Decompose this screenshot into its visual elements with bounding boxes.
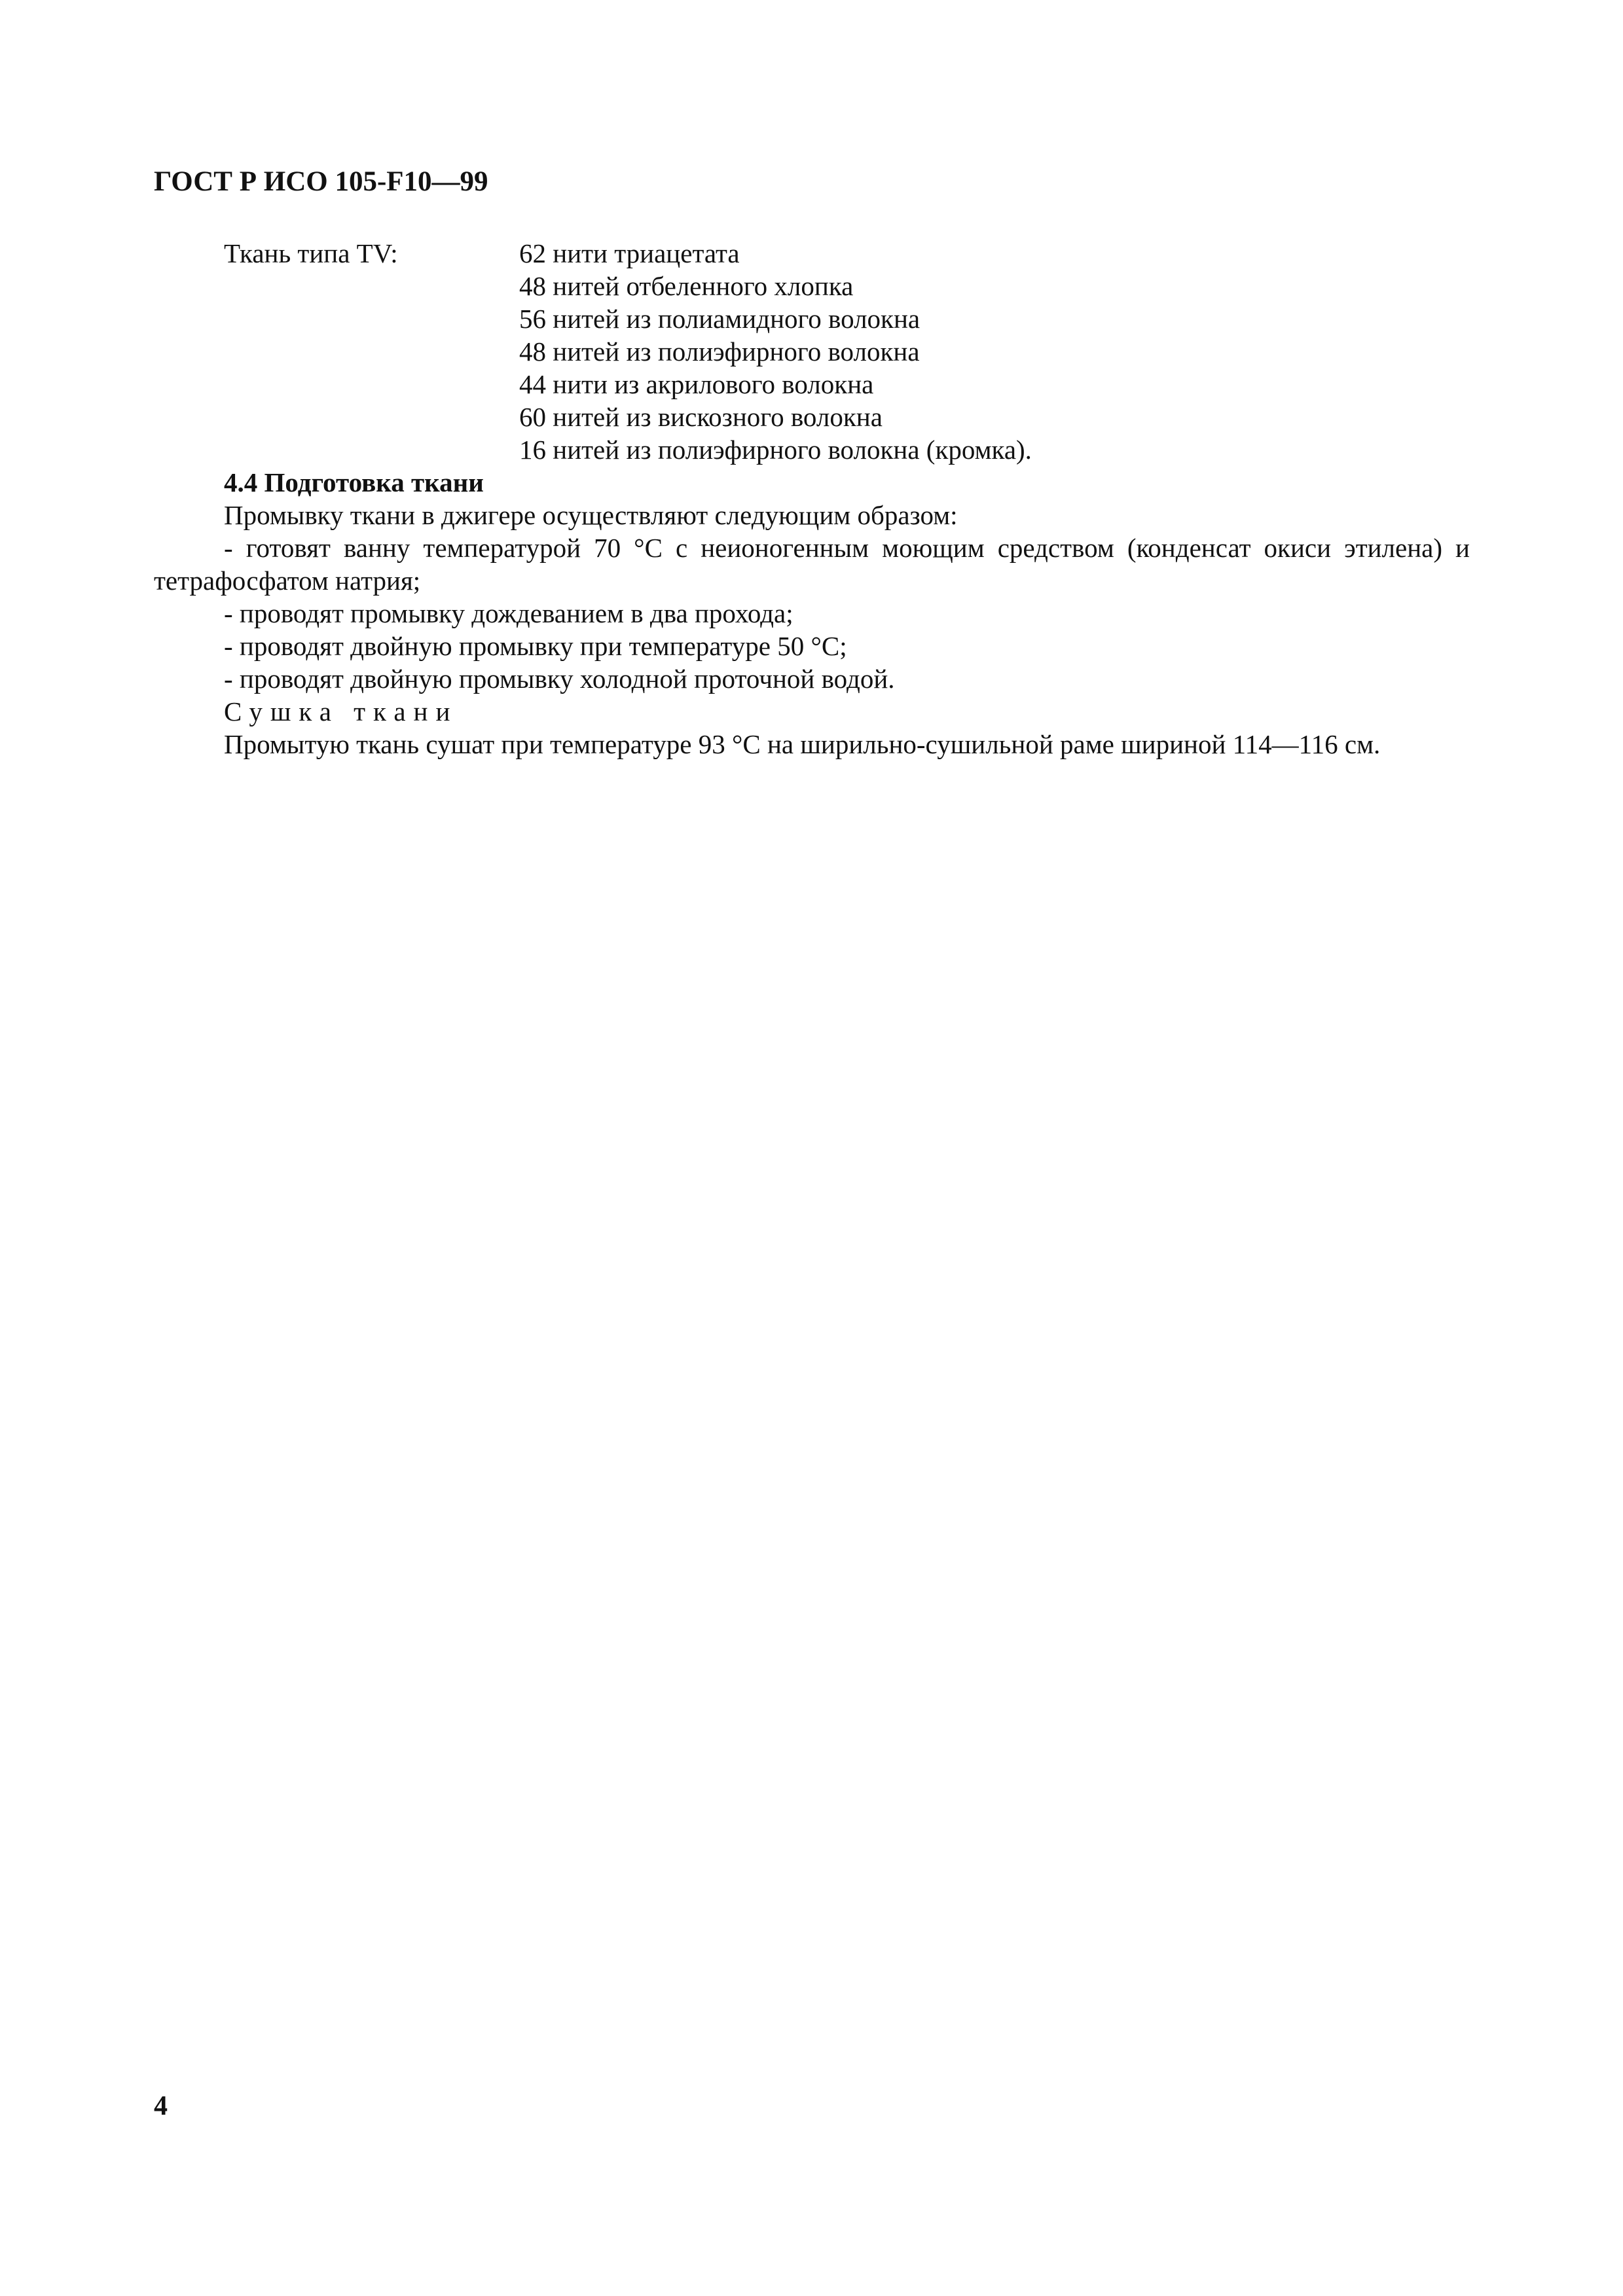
fiber-list: [519, 237, 1032, 466]
fiber-item: 62 нити триацетата: [519, 238, 740, 268]
procedure-step: - проводят двойную промывку при температуре 50 °С;: [224, 631, 847, 661]
fabric-composition: [154, 237, 1470, 466]
drying-subheading: Сушка ткани: [224, 696, 458, 726]
page-number: 4: [154, 2091, 168, 2121]
procedure-step: - готовят ванну температурой 70 °С с неионогенным моющим средством (конденсат окиси этилена) и тетрафосфатом натрия;: [154, 533, 1470, 596]
section-intro: Промывку ткани в джигере осуществляют следующим образом:: [224, 500, 958, 530]
document-body: [154, 237, 1470, 761]
procedure-step: - проводят промывку дождеванием в два прохода;: [224, 598, 793, 628]
procedure-step: - проводят двойную промывку холодной проточной водой.: [224, 664, 895, 694]
fabric-type-label: Ткань типа TV:: [224, 238, 398, 268]
document-header: ГОСТ Р ИСО 105-F10—99: [154, 166, 488, 197]
fiber-item: 44 нити из акрилового волокна: [519, 369, 874, 399]
fiber-item: 56 нитей из полиамидного волокна: [519, 304, 921, 334]
fiber-item: 16 нитей из полиэфирного волокна (кромка).: [519, 435, 1032, 465]
drying-paragraph: Промытую ткань сушат при температуре 93 °С на ширильно-сушильной раме шириной 114—116 см.: [224, 729, 1381, 759]
section-heading: 4.4 Подготовка ткани: [224, 467, 484, 497]
fiber-item: 48 нитей отбеленного хлопка: [519, 271, 854, 301]
fiber-item: 48 нитей из полиэфирного волокна: [519, 336, 920, 367]
fiber-item: 60 нитей из вискозного волокна: [519, 402, 883, 432]
